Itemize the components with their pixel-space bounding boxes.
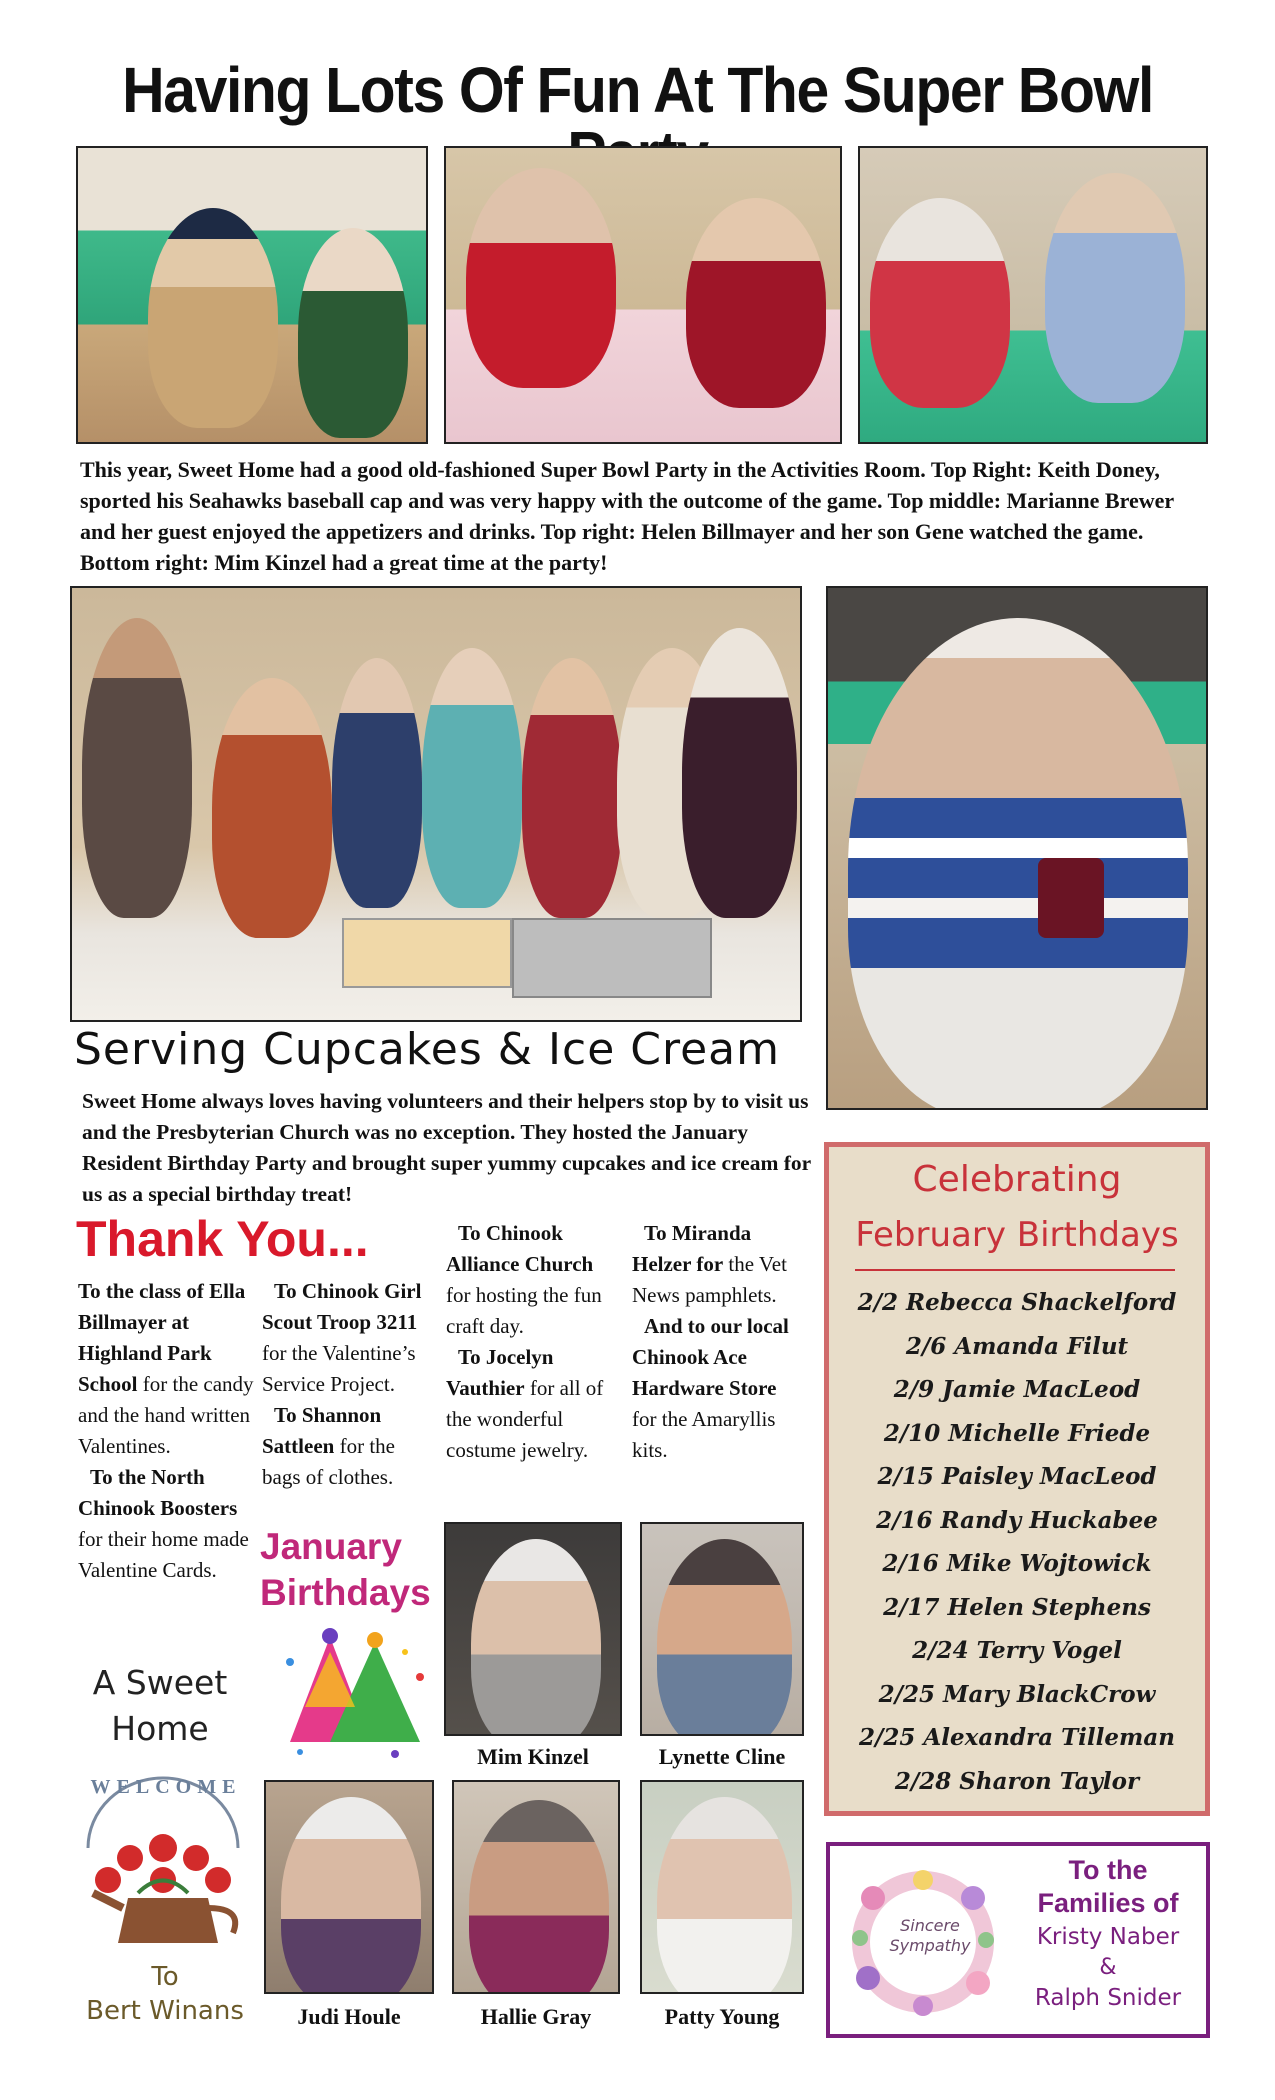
birthday-entry: 2/9 Jamie MacLeod bbox=[893, 1376, 1141, 1403]
photo-patty-young bbox=[640, 1780, 804, 1994]
january-name-judi-houle: Judi Houle bbox=[297, 2004, 401, 2029]
thank-you-column-1 bbox=[78, 1276, 258, 1586]
photo-judi-houle bbox=[264, 1780, 434, 1994]
thank-you-item: To Chinook Girl Scout Troop 3211 for the Valentine’s Service Project. bbox=[262, 1279, 422, 1396]
birthday-entry: 2/2 Rebecca Shackelford bbox=[857, 1289, 1177, 1316]
thank-you-heading: Thank You... bbox=[76, 1211, 369, 1267]
photo-hallie-gray bbox=[452, 1780, 620, 1994]
photo-keith-doney bbox=[76, 146, 428, 444]
birthday-entry: 2/16 Randy Huckabee bbox=[876, 1506, 1158, 1534]
sympathy-box bbox=[826, 1842, 1210, 2038]
photo-cupcake-volunteers bbox=[70, 586, 802, 1022]
february-heading-1: Celebrating bbox=[912, 1159, 1122, 1200]
february-birthday-list bbox=[829, 1281, 1205, 1803]
january-name-lynette-cline: Lynette Cline bbox=[658, 1744, 786, 1769]
january-name-patty-young: Patty Young bbox=[664, 2004, 780, 2029]
birthday-entry: 2/15 Paisley MacLeod bbox=[877, 1463, 1157, 1490]
birthday-entry: 2/25 Mary BlackCrow bbox=[878, 1680, 1156, 1708]
january-heading-line-2: Birthdays bbox=[260, 1572, 431, 1613]
january-name-mim-kinzel: Mim Kinzel bbox=[477, 1744, 589, 1769]
photo-mim-kinzel-mug bbox=[826, 586, 1208, 1110]
birthday-entry: 2/17 Helen Stephens bbox=[883, 1593, 1151, 1621]
sympathy-name-2: Ralph Snider bbox=[1034, 1985, 1182, 2011]
cupcakes-heading: Serving Cupcakes & Ice Cream bbox=[74, 1024, 781, 1075]
january-name-hallie-gray: Hallie Gray bbox=[480, 2004, 592, 2029]
welcome-sign-text: WELCOME bbox=[90, 1776, 242, 1798]
photo-mim-kinzel bbox=[444, 1522, 622, 1736]
photo-lynette-cline bbox=[640, 1522, 804, 1736]
sympathy-amp: & bbox=[1099, 1955, 1117, 1980]
february-birthdays-panel bbox=[824, 1142, 1210, 1816]
sympathy-line-1: To the bbox=[1068, 1855, 1148, 1885]
welcome-name: Bert Winans bbox=[86, 1996, 244, 2026]
sympathy-line-2: Families of bbox=[1037, 1888, 1179, 1918]
thank-you-column-4 bbox=[632, 1218, 802, 1466]
sympathy-text bbox=[1010, 1854, 1206, 2014]
thank-you-item: To the class of Ella Billmayer at Highland Park School for the candy and the hand written Valentines. bbox=[78, 1279, 254, 1458]
february-heading-underline bbox=[855, 1269, 1175, 1271]
thank-you-item: To Shannon Sattleen for the bags of clothes. bbox=[262, 1403, 395, 1489]
thank-you-item: To the North Chinook Boosters for their home made Valentine Cards. bbox=[78, 1465, 249, 1582]
page-title: Having Lots Of Fun At The Super Bowl bbox=[122, 54, 1153, 126]
sympathy-name-1: Kristy Naber bbox=[1036, 1924, 1180, 1950]
welcome-heading bbox=[70, 1660, 250, 1752]
birthday-entry: 2/6 Amanda Filut bbox=[905, 1332, 1129, 1360]
sympathy-wreath-text: Sincere Sympathy bbox=[889, 1916, 971, 1955]
party-hats-icon bbox=[270, 1622, 440, 1762]
thank-you-item: To Chinook Alliance Church for hosting the fun craft day. bbox=[446, 1221, 602, 1338]
birthday-entry: 2/10 Michelle Friede bbox=[883, 1419, 1151, 1447]
photo-helen-billmayer bbox=[858, 146, 1208, 444]
thank-you-item: To Miranda Helzer for the Vet News pamphlets. bbox=[632, 1221, 787, 1307]
birthday-entry: 2/28 Sharon Taylor bbox=[894, 1767, 1140, 1795]
february-heading-2: February Birthdays bbox=[855, 1215, 1179, 1255]
birthday-entry: 2/25 Alexandra Tilleman bbox=[858, 1724, 1175, 1751]
january-birthdays-heading bbox=[260, 1524, 450, 1616]
thank-you-column-3 bbox=[446, 1218, 621, 1466]
welcome-to: To bbox=[151, 1962, 179, 1992]
photo-marianne-brewer bbox=[444, 146, 842, 444]
birthday-entry: 2/16 Mike Wojtowick bbox=[882, 1550, 1152, 1577]
january-heading-line-1: January bbox=[260, 1526, 402, 1567]
thank-you-item: To Jocelyn Vauthier for all of the wonderful costume jewelry. bbox=[446, 1345, 604, 1462]
cupcakes-body: Sweet Home always loves having volunteers and their helpers stop by to visit us and the Presbyterian Church was no exception. They hosted the January Resident Birthday Party and brought super yummy cupcakes and ice cream for us as a special birthday treat! bbox=[82, 1089, 811, 1206]
welcome-heading-line-1: A Sweet bbox=[92, 1663, 228, 1702]
thank-you-column-2 bbox=[262, 1276, 432, 1493]
birthday-entry: 2/24 Terry Vogel bbox=[912, 1637, 1122, 1664]
thank-you-item: And to our local Chinook Ace Hardware Store for the Amaryllis kits. bbox=[632, 1314, 789, 1462]
super-bowl-caption: This year, Sweet Home had a good old-fashioned Super Bowl Party in the Activities Room. Top Right: Keith Doney, sported his Seahawks baseball cap and was very happy with the outcome of the game. Top middle: Marianne Brewer and her guest enjoyed the appetizers and drinks. Top right: Helen Billmayer and her son Gene watched the game. Bottom right: Mim Kinzel had a great time at the party! bbox=[80, 457, 1174, 575]
welcome-heading-line-2: Home bbox=[111, 1709, 209, 1748]
